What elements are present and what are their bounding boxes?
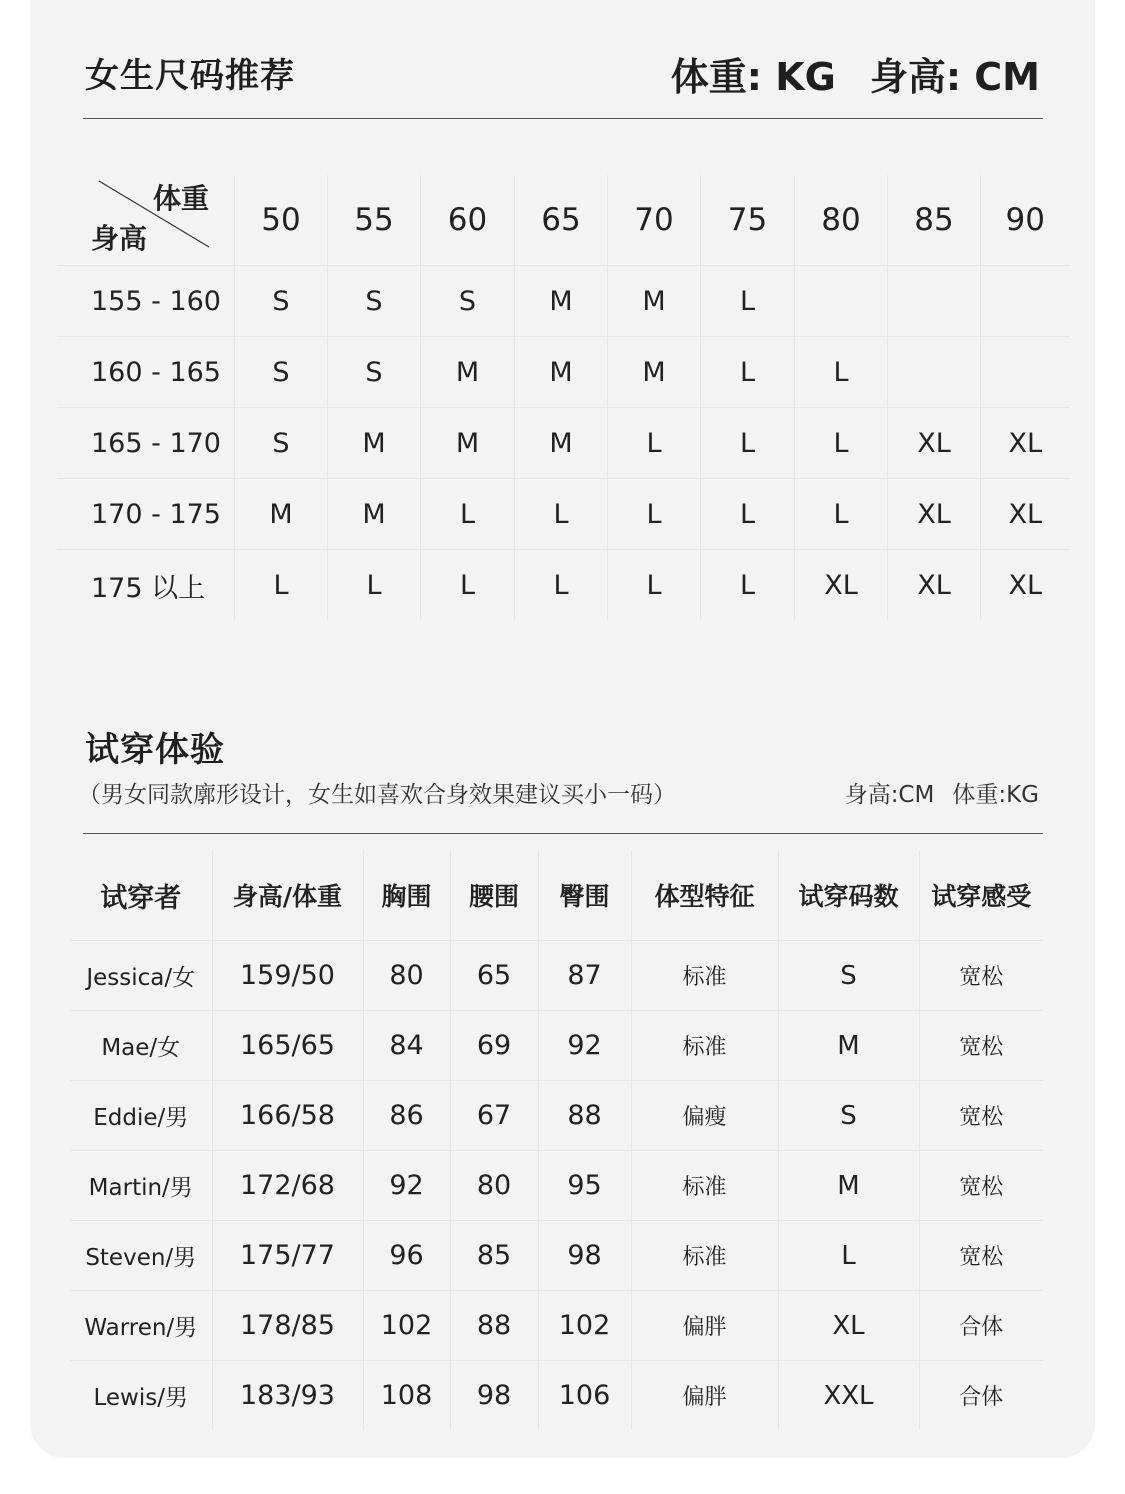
height-range-label: 175 以上 — [57, 550, 235, 621]
size-cell: M — [515, 408, 608, 479]
size-cell: M — [515, 266, 608, 337]
size-cell: XL — [981, 408, 1070, 479]
size-cell: XL — [888, 550, 981, 621]
height-weight-cell: 175/77 — [212, 1221, 363, 1291]
waist-cell: 80 — [450, 1151, 538, 1221]
tester-name-cell: Warren/男 — [70, 1291, 212, 1361]
size-cell: S — [235, 337, 328, 408]
weight-header-cell: 85 — [888, 175, 981, 266]
fit-feeling-cell: 宽松 — [919, 1011, 1043, 1081]
size-cell: M — [421, 408, 515, 479]
body-type-cell: 标准 — [631, 1151, 778, 1221]
try-on-units — [845, 776, 1039, 809]
size-cell: L — [701, 408, 795, 479]
try-on-row — [70, 1221, 1043, 1291]
size-table-row — [57, 266, 1070, 337]
size-cell: M — [608, 266, 701, 337]
tester-name-cell: Martin/男 — [70, 1151, 212, 1221]
size-cell: L — [795, 479, 888, 550]
chest-cell: 84 — [363, 1011, 450, 1081]
hip-cell: 102 — [538, 1291, 631, 1361]
size-cell — [795, 266, 888, 337]
waist-cell: 88 — [450, 1291, 538, 1361]
corner-header-cell — [57, 175, 235, 266]
try-on-row — [70, 941, 1043, 1011]
try-on-row — [70, 1291, 1043, 1361]
body-type-cell: 偏胖 — [631, 1361, 778, 1431]
height-weight-cell: 159/50 — [212, 941, 363, 1011]
height-weight-header: 身高/体重 — [212, 850, 363, 941]
size-cell: M — [235, 479, 328, 550]
tester-name-cell: Eddie/男 — [70, 1081, 212, 1151]
chest-cell: 86 — [363, 1081, 450, 1151]
fit-feeling-cell: 宽松 — [919, 941, 1043, 1011]
hip-cell: 92 — [538, 1011, 631, 1081]
tried-size-cell: M — [778, 1151, 919, 1221]
tester-name-cell: Jessica/女 — [70, 941, 212, 1011]
tester-name-cell: Steven/男 — [70, 1221, 212, 1291]
body-type-cell: 标准 — [631, 941, 778, 1011]
chest-cell: 92 — [363, 1151, 450, 1221]
fit-feeling-cell: 宽松 — [919, 1151, 1043, 1221]
height-weight-cell: 172/68 — [212, 1151, 363, 1221]
size-recommendation-table — [57, 175, 1070, 620]
try-on-row — [70, 1361, 1043, 1431]
divider — [83, 833, 1043, 834]
try-on-table — [70, 850, 1043, 1430]
tester-name-cell: Mae/女 — [70, 1011, 212, 1081]
size-table-body — [57, 266, 1070, 621]
height-weight-cell: 178/85 — [212, 1291, 363, 1361]
try-on-row — [70, 1151, 1043, 1221]
height-unit-label: 身高: CM — [869, 55, 1040, 99]
size-chart-units — [671, 46, 1040, 101]
weight-header-cell: 90 — [981, 175, 1070, 266]
size-cell: L — [328, 550, 421, 621]
size-cell: XL — [1008, 569, 1043, 601]
height-range-label: 160 - 165 — [57, 337, 235, 408]
size-cell: L — [515, 479, 608, 550]
tried-size-cell: XL — [778, 1291, 919, 1361]
chest-cell: 108 — [363, 1361, 450, 1431]
size-cell: M — [515, 337, 608, 408]
height-range-label: 165 - 170 — [57, 408, 235, 479]
chest-header: 胸围 — [363, 850, 450, 941]
size-chart-title: 女生尺码推荐 — [85, 56, 295, 96]
size-cell: S — [235, 266, 328, 337]
waist-cell: 98 — [450, 1361, 538, 1431]
weight-unit-label: 体重: KG — [670, 55, 836, 99]
height-range-label: 155 - 160 — [57, 266, 235, 337]
size-cell: L — [608, 408, 701, 479]
size-cell: L — [235, 550, 328, 621]
size-cell: L — [515, 550, 608, 621]
size-table-row — [57, 337, 1070, 408]
tried-size-cell: S — [778, 1081, 919, 1151]
tried-size-cell: M — [778, 1011, 919, 1081]
weight-header-cell: 60 — [421, 175, 515, 266]
try-on-table-body — [70, 941, 1043, 1431]
tried-size-header: 试穿码数 — [778, 850, 919, 941]
size-cell: L — [701, 550, 795, 621]
try-on-note: （男女同款廓形设计，女生如喜欢合身效果建议买小一码） — [78, 782, 676, 808]
chest-cell: 80 — [363, 941, 450, 1011]
try-on-weight-unit: 体重:KG — [952, 782, 1039, 808]
fit-feeling-cell: 合体 — [919, 1291, 1043, 1361]
size-cell — [888, 266, 981, 337]
size-cell: L — [701, 479, 795, 550]
size-cell — [888, 337, 981, 408]
size-cell — [981, 266, 1070, 337]
size-cell: S — [328, 266, 421, 337]
size-cell: M — [328, 479, 421, 550]
height-weight-cell: 166/58 — [212, 1081, 363, 1151]
size-cell: L — [421, 479, 515, 550]
height-range-label: 170 - 175 — [57, 479, 235, 550]
size-cell: M — [608, 337, 701, 408]
tester-name-header: 试穿者 — [70, 850, 212, 941]
size-cell: M — [328, 408, 421, 479]
weight-header-cell: 70 — [608, 175, 701, 266]
size-cell — [981, 337, 1070, 408]
size-cell: S — [235, 408, 328, 479]
hip-header: 臀围 — [538, 850, 631, 941]
body-type-header: 体型特征 — [631, 850, 778, 941]
chest-cell: 96 — [363, 1221, 450, 1291]
size-cell: L — [608, 550, 701, 621]
tried-size-cell: L — [778, 1221, 919, 1291]
fit-feeling-cell: 宽松 — [919, 1081, 1043, 1151]
weight-header-cell: 65 — [515, 175, 608, 266]
size-cell: M — [421, 337, 515, 408]
try-on-row — [70, 1011, 1043, 1081]
tried-size-cell: XXL — [778, 1361, 919, 1431]
chest-cell: 102 — [363, 1291, 450, 1361]
size-table-row — [57, 550, 1070, 621]
body-type-cell: 标准 — [631, 1011, 778, 1081]
height-weight-cell: 183/93 — [212, 1361, 363, 1431]
size-cell: XL — [888, 479, 981, 550]
try-on-height-unit: 身高:CM — [844, 782, 935, 808]
weight-header-cell: 50 — [235, 175, 328, 266]
size-cell: XL — [888, 408, 981, 479]
size-cell: L — [701, 337, 795, 408]
size-cell: XL — [981, 479, 1070, 550]
waist-cell: 67 — [450, 1081, 538, 1151]
size-cell: XL — [795, 550, 888, 621]
divider — [83, 118, 1043, 119]
size-cell: L — [421, 550, 515, 621]
size-table-header-row — [57, 175, 1070, 266]
body-type-cell: 偏胖 — [631, 1291, 778, 1361]
try-on-header-row — [70, 850, 1043, 941]
tried-size-cell: S — [778, 941, 919, 1011]
try-on-title: 试穿体验 — [85, 730, 225, 770]
size-cell: L — [701, 266, 795, 337]
weight-header-cell: 55 — [328, 175, 421, 266]
tester-name-cell: Lewis/男 — [70, 1361, 212, 1431]
waist-cell: 69 — [450, 1011, 538, 1081]
corner-weight-label: 体重 — [153, 182, 210, 215]
hip-cell: 106 — [538, 1361, 631, 1431]
size-cell: L — [608, 479, 701, 550]
body-type-cell: 标准 — [631, 1221, 778, 1291]
size-cell: S — [421, 266, 515, 337]
hip-cell: 87 — [538, 941, 631, 1011]
weight-header-cell: 80 — [795, 175, 888, 266]
fit-feeling-header: 试穿感受 — [919, 850, 1043, 941]
fit-feeling-cell: 合体 — [959, 1385, 1004, 1410]
hip-cell: 95 — [538, 1151, 631, 1221]
size-cell: L — [795, 337, 888, 408]
body-type-cell: 偏瘦 — [631, 1081, 778, 1151]
fit-feeling-cell: 宽松 — [919, 1221, 1043, 1291]
height-weight-cell: 165/65 — [212, 1011, 363, 1081]
corner-height-label: 身高 — [91, 222, 148, 255]
size-table-row — [57, 408, 1070, 479]
waist-cell: 65 — [450, 941, 538, 1011]
try-on-row — [70, 1081, 1043, 1151]
size-table-row — [57, 479, 1070, 550]
waist-cell: 85 — [450, 1221, 538, 1291]
weight-header-cell: 75 — [701, 175, 795, 266]
size-cell: L — [795, 408, 888, 479]
hip-cell: 98 — [538, 1221, 631, 1291]
waist-header: 腰围 — [450, 850, 538, 941]
size-cell: S — [328, 337, 421, 408]
hip-cell: 88 — [538, 1081, 631, 1151]
